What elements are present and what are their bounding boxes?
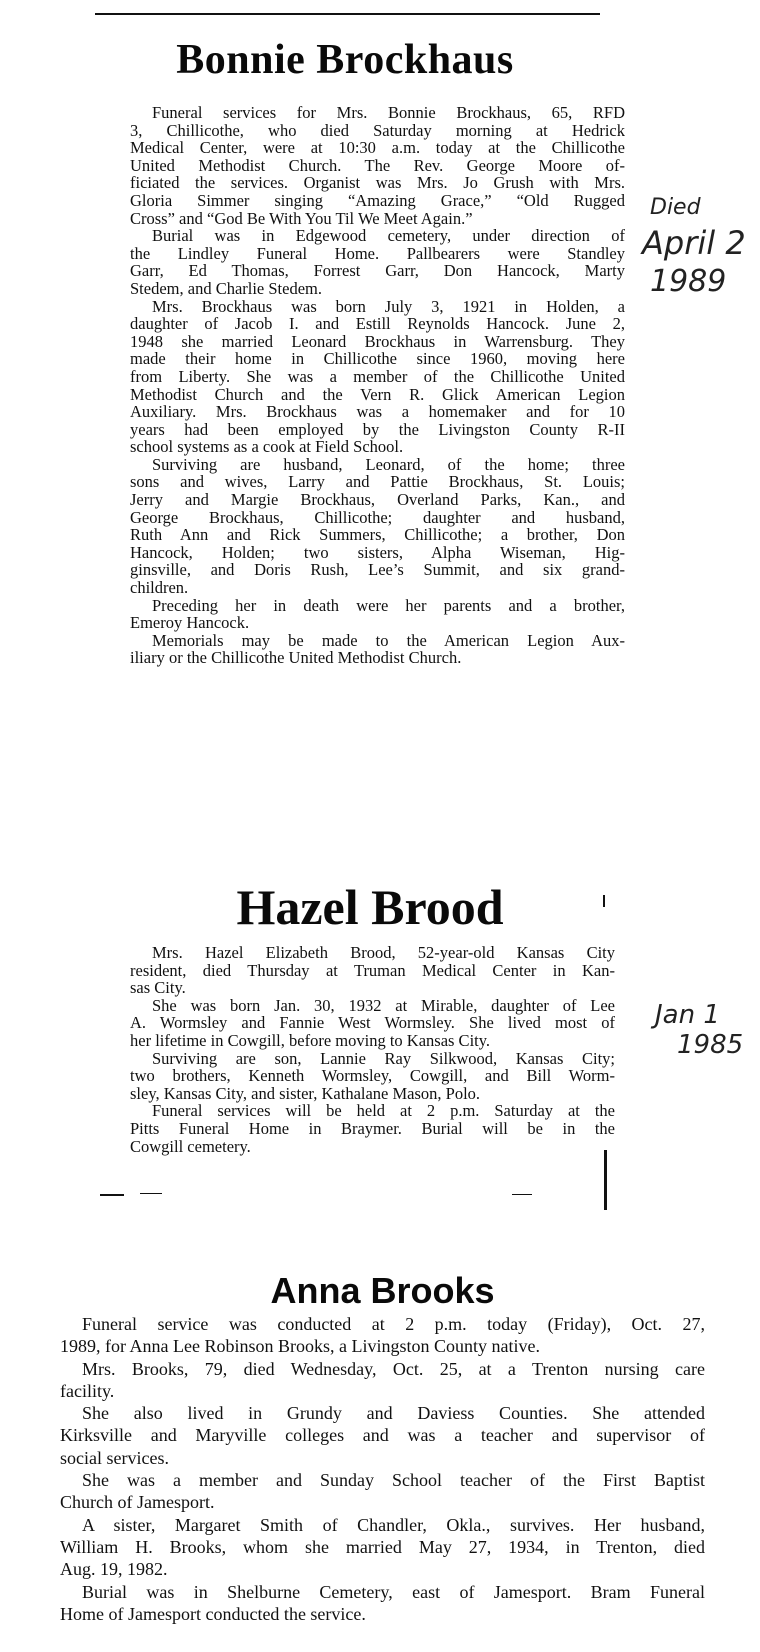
paragraph	[130, 632, 625, 667]
text-line: Burial was in Edgewood cemetery, under direction of	[152, 226, 625, 246]
paragraph	[60, 1313, 705, 1358]
text-line: Surviving are husband, Leonard, of the home; three	[152, 454, 625, 474]
text-line: facility.	[60, 1380, 115, 1401]
handwritten-note	[655, 1000, 760, 1060]
top-rule	[95, 13, 600, 15]
text-line: made their home in Chillicothe since 1960, moving here	[130, 349, 625, 369]
handwritten-line: 1985	[677, 1030, 744, 1060]
text-line: 1989, for Anna Lee Robinson Brooks, a Livingston County native.	[60, 1336, 540, 1357]
text-line: Medical Center, were at 10:30 a.m. today at the Chillicothe	[130, 138, 625, 158]
paragraph	[130, 1102, 615, 1155]
text-line: two brothers, Kenneth Wormsley, Cowgill, and Bill Worm-	[130, 1066, 615, 1086]
obituary-title: Bonnie Brockhaus	[176, 37, 514, 83]
text-line: Mrs. Hazel Elizabeth Brood, 52-year-old Kansas City	[152, 943, 615, 962]
text-line: Mrs. Brooks, 79, died Wednesday, Oct. 25, at a Trenton nursing care	[82, 1358, 705, 1379]
text-line: Home of Jamesport conducted the service.	[60, 1603, 366, 1624]
text-line: She also lived in Grundy and Daviess Counties. She attended	[82, 1403, 705, 1424]
paragraph	[130, 1050, 615, 1103]
text-line: Funeral services for Mrs. Bonnie Brockhaus, 65, RFD	[152, 103, 625, 122]
text-line: Kirksville and Maryville colleges and was a teacher and supervisor of	[60, 1425, 705, 1446]
paragraph	[130, 997, 615, 1050]
text-line: Hancock, Holden; two sisters, Alpha Wiseman, Hig-	[130, 542, 625, 562]
text-line: 1948 she married Leonard Brockhaus in Warrensburg. They	[130, 331, 625, 351]
text-line: Funeral service was conducted at 2 p.m. today (Friday), Oct. 27,	[82, 1314, 705, 1334]
text-line: 3, Chillicothe, who died Saturday morning at Hedrick	[130, 120, 625, 140]
paragraph	[130, 597, 625, 632]
text-line: Cowgill cemetery.	[130, 1136, 251, 1156]
text-line: the Lindley Funeral Home. Pallbearers were Standley	[130, 243, 625, 263]
text-line: Burial was in Shelburne Cemetery, east of Jamesport. Bram Funeral	[82, 1581, 705, 1602]
text-line: ginsville, and Doris Rush, Lee’s Summit, and six grand-	[130, 560, 625, 580]
paragraph	[130, 456, 625, 597]
text-line: George Brockhaus, Chillicothe; daughter and husband,	[130, 507, 625, 527]
paragraph	[60, 1581, 705, 1626]
divider-mark	[140, 1193, 162, 1194]
paragraph	[130, 227, 625, 297]
text-line: resident, died Thursday at Truman Medical Center in Kan-	[130, 960, 615, 980]
text-line: Jerry and Margie Brockhaus, Overland Parks, Kan., and	[130, 490, 625, 510]
text-line: Pitts Funeral Home in Braymer. Burial will be in the	[130, 1118, 615, 1138]
text-line: iliary or the Chillicothe United Methodist Church.	[130, 648, 462, 668]
text-line: sons and wives, Larry and Pattie Brockhaus, St. Louis;	[130, 472, 625, 492]
text-line: her lifetime in Cowgill, before moving to Kansas City.	[130, 1030, 491, 1050]
text-line: social services.	[60, 1447, 169, 1468]
obituary-body	[60, 1313, 705, 1625]
text-line: daughter of Jacob I. and Estill Reynolds Hancock. June 2,	[130, 314, 625, 334]
paragraph	[130, 298, 625, 456]
obituary-body	[130, 944, 615, 1155]
handwritten-line: 1989	[650, 264, 727, 299]
text-line: children.	[130, 578, 189, 598]
margin-mark	[603, 895, 605, 907]
text-line: Auxiliary. Mrs. Brockhaus was a homemaker and for 10	[130, 402, 625, 422]
obituary-body	[130, 104, 625, 667]
paragraph	[130, 944, 615, 997]
text-line: Memorials may be made to the American Legion Aux-	[152, 630, 625, 650]
divider-mark	[512, 1194, 532, 1195]
text-line: Cross” and “God Be With You Til We Meet Again.”	[130, 208, 473, 228]
text-line: William H. Brooks, whom she married May 27, 1934, in Trenton, died	[60, 1536, 705, 1557]
paragraph	[60, 1514, 705, 1581]
text-line: sley, Kansas City, and sister, Kathalane Mason, Polo.	[130, 1083, 481, 1103]
text-line: Garr, Ed Thomas, Forrest Garr, Don Hancock, Marty	[130, 261, 625, 281]
margin-mark	[604, 1150, 607, 1210]
text-line: Ruth Ann and Rick Summers, Chillicothe; a brother, Don	[130, 525, 625, 545]
text-line: years had been employed by the Livingston County R-II	[130, 419, 625, 439]
text-line: United Methodist Church. The Rev. George Moore of-	[130, 155, 625, 175]
text-line: school systems as a cook at Field School.	[130, 437, 404, 457]
text-line: Surviving are son, Lannie Ray Silkwood, Kansas City;	[152, 1048, 615, 1068]
obituary-title: Hazel Brood	[236, 879, 504, 935]
handwritten-line: Died	[650, 195, 701, 220]
text-line: Methodist Church and the Vern R. Glick American Legion	[130, 384, 625, 404]
text-line: Preceding her in death were her parents and a brother,	[152, 595, 625, 615]
text-line: Church of Jamesport.	[60, 1492, 215, 1513]
text-line: sas City.	[130, 978, 186, 998]
handwritten-line: April 2	[642, 224, 746, 262]
paragraph	[130, 104, 625, 227]
paragraph	[60, 1469, 705, 1514]
text-line: She was a member and Sunday School teacher of the First Baptist	[82, 1470, 705, 1491]
text-line: Gloria Simmer singing “Amazing Grace,” “Old Rugged	[130, 190, 625, 210]
text-line: ficiated the services. Organist was Mrs. Jo Grush with Mrs.	[130, 173, 625, 193]
text-line: Emeroy Hancock.	[130, 613, 250, 633]
divider-mark	[100, 1194, 124, 1196]
text-line: Aug. 19, 1982.	[60, 1559, 168, 1580]
paragraph	[60, 1402, 705, 1469]
text-line: She was born Jan. 30, 1932 at Mirable, daughter of Lee	[152, 995, 615, 1015]
obituary-title: Anna Brooks	[270, 1270, 495, 1311]
text-line: Mrs. Brockhaus was born July 3, 1921 in Holden, a	[152, 296, 625, 316]
paragraph	[60, 1358, 705, 1403]
text-line: A sister, Margaret Smith of Chandler, Okla., survives. Her husband,	[82, 1514, 705, 1535]
handwritten-line: Jan 1	[655, 1000, 720, 1030]
text-line: A. Wormsley and Fannie West Wormsley. She lived most of	[130, 1013, 615, 1033]
handwritten-note	[642, 195, 760, 299]
text-line: Funeral services will be held at 2 p.m. Saturday at the	[152, 1101, 615, 1121]
text-line: Stedem, and Charlie Stedem.	[130, 278, 322, 298]
text-line: from Liberty. She was a member of the Chillicothe United	[130, 366, 625, 386]
